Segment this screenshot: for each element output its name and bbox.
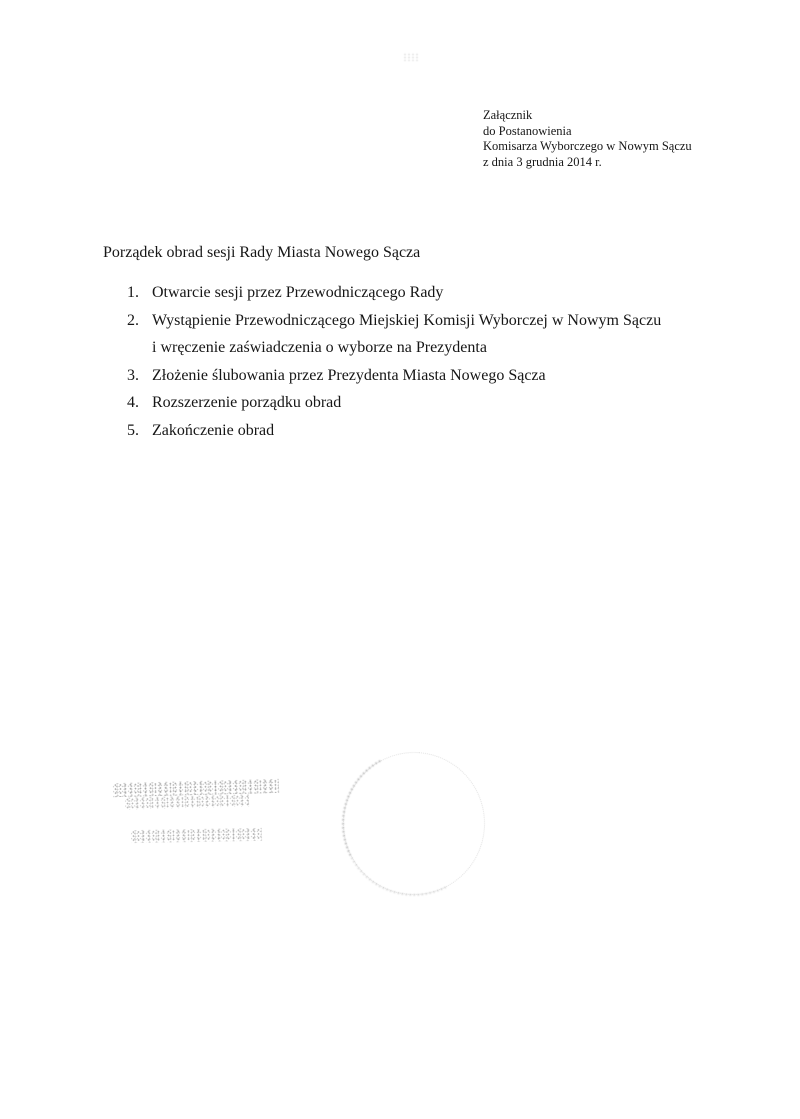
agenda-item-text: Zakończenie obrad <box>152 421 275 439</box>
agenda-item-text <box>152 307 693 362</box>
agenda-item-text: Rozszerzenie porządku obrad <box>152 394 342 411</box>
agenda-item-text-line: i wręczenie zaświadczenia o wyborze na Prezydenta <box>152 339 487 356</box>
agenda-item <box>127 307 693 362</box>
agenda-item-number: 3. <box>127 366 139 384</box>
scan-artifact-speck <box>403 53 419 61</box>
faint-round-stamp-outline <box>338 747 490 900</box>
agenda-item-text: Otwarcie sesji przez Przewodniczącego Rady <box>152 284 444 301</box>
attachment-header-block <box>483 108 692 170</box>
faint-ink-stamp-imprint-line <box>131 828 262 843</box>
agenda-item <box>127 389 693 417</box>
page-title: Porządek obrad sesji Rady Miasta Nowego Sącza <box>103 244 421 261</box>
agenda-item-number: 1. <box>127 284 139 301</box>
agenda-item <box>127 417 693 445</box>
agenda-list <box>127 279 693 444</box>
agenda-item-number: 5. <box>127 421 139 439</box>
agenda-item-number: 2. <box>127 311 139 329</box>
agenda-item <box>127 279 693 307</box>
attachment-header-line: z dnia 3 grudnia 2014 r. <box>483 154 602 169</box>
agenda-item <box>127 362 693 390</box>
attachment-header-line: Komisarza Wyborczego w Nowym Sączu <box>483 139 692 153</box>
faint-ink-stamp-imprint-line <box>113 779 279 797</box>
attachment-header-line: do Postanowienia <box>483 123 572 138</box>
agenda-item-text-line: Wystąpienie Przewodniczącego Miejskiej Komisji Wyborczej w Nowym Sączu <box>152 311 662 329</box>
faint-ink-stamp-imprint-line <box>125 794 249 809</box>
agenda-item-text: Złożenie ślubowania przez Prezydenta Miasta Nowego Sącza <box>152 366 546 384</box>
attachment-header-line: Załącznik <box>483 108 533 122</box>
agenda-item-number: 4. <box>127 394 139 411</box>
